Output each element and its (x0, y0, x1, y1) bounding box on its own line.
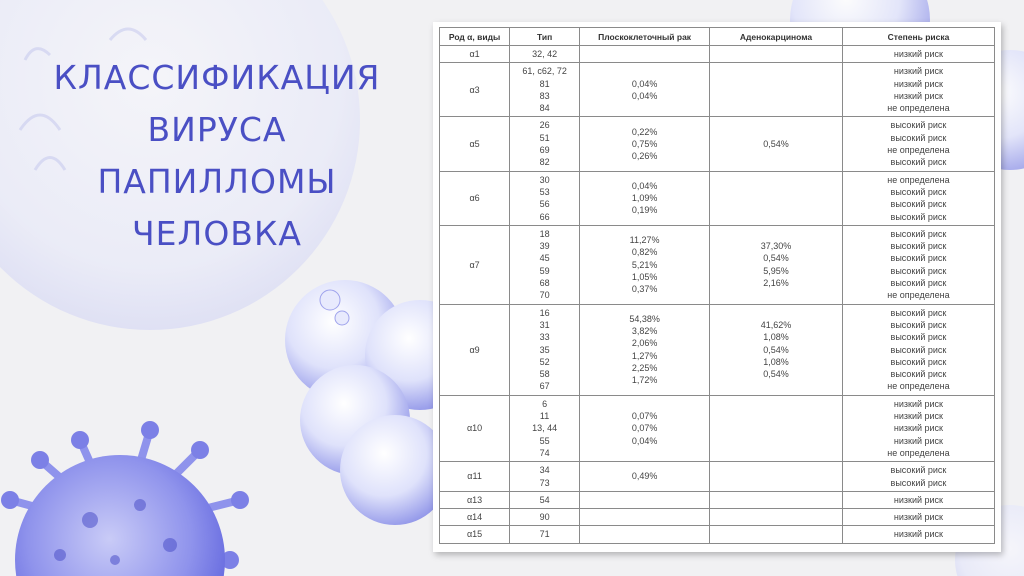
cell-line: не определена (887, 103, 950, 114)
cell-line: низкий риск (893, 435, 943, 446)
cell-line: высокий риск (890, 369, 947, 380)
cell-line: 84 (539, 103, 550, 114)
cell-line: 82 (539, 157, 550, 168)
type-cell (510, 171, 580, 225)
type-cell (510, 117, 580, 171)
cell-line: 1,05% (631, 271, 658, 282)
adeno-cell (710, 491, 843, 508)
cell-line: 90 (539, 512, 550, 523)
table-row (440, 462, 995, 492)
header-type: Тип (510, 28, 580, 46)
adeno-cell (710, 225, 843, 304)
cell-line: высокий риск (890, 253, 947, 264)
header-adeno: Аденокарцинома (710, 28, 843, 46)
genus-cell: α11 (440, 462, 510, 492)
cell-line (580, 102, 709, 114)
type-cell (510, 491, 580, 508)
cell-line: не определена (887, 145, 950, 156)
cell-line: 5,95% (763, 265, 789, 276)
title-line: ЧЕЛОВКА (132, 214, 302, 253)
cell-line: высокий риск (890, 344, 947, 355)
cell-line: 52 (539, 356, 550, 367)
cell-line: 70 (539, 290, 550, 301)
adeno-cell (710, 46, 843, 63)
risk-cell (842, 63, 994, 117)
cell-line: 35 (539, 344, 550, 355)
table-row (440, 63, 995, 117)
header-squamous: Плоскоклеточный рак (580, 28, 710, 46)
cell-line: высокий риск (890, 356, 947, 367)
type-cell (510, 63, 580, 117)
squamous-cell (580, 117, 710, 171)
cell-line: высокий риск (890, 211, 947, 222)
cell-line: не определена (887, 174, 950, 185)
genus-cell: α7 (440, 225, 510, 304)
squamous-cell (580, 462, 710, 492)
cell-line: 0,54% (763, 138, 789, 149)
risk-cell (842, 117, 994, 171)
hpv-classification-table-image (433, 22, 1001, 552)
type-cell (510, 509, 580, 526)
genus-cell: α3 (440, 63, 510, 117)
risk-cell (842, 46, 994, 63)
cell-line: 16 (539, 307, 550, 318)
cell-line: 0,75% (631, 138, 658, 149)
table-row (440, 509, 995, 526)
table-row (440, 395, 995, 462)
risk-cell (842, 526, 994, 543)
cell-line: 0,54% (763, 253, 789, 264)
adeno-cell (710, 63, 843, 117)
squamous-cell (580, 171, 710, 225)
cell-line: 51 (539, 132, 550, 143)
cell-line: 0,04% (631, 78, 658, 89)
table-row (440, 491, 995, 508)
title-line: ВИРУСА (147, 110, 287, 149)
cell-line: 0,07% (631, 423, 658, 434)
cell-line: низкий риск (893, 512, 943, 523)
table-row (440, 526, 995, 543)
adeno-cell (710, 526, 843, 543)
genus-cell: α14 (440, 509, 510, 526)
cell-line: высокий риск (890, 278, 947, 289)
squamous-cell (580, 46, 710, 63)
table-header-row (440, 28, 995, 46)
genus-cell: α5 (440, 117, 510, 171)
adeno-cell (710, 117, 843, 171)
cell-line: 71 (539, 529, 550, 540)
cell-line: 1,72% (631, 375, 658, 386)
cell-line: 81 (539, 78, 550, 89)
adeno-cell (710, 171, 843, 225)
cell-line: высокий риск (890, 265, 947, 276)
genus-cell: α15 (440, 526, 510, 543)
cell-line: 0,04% (631, 435, 658, 446)
cell-line: 3,82% (631, 326, 658, 337)
cell-line: низкий риск (893, 411, 943, 422)
cell-line: низкий риск (893, 49, 943, 59)
cell-line: 55 (539, 435, 550, 446)
genus-cell: α1 (440, 46, 510, 63)
type-cell (510, 462, 580, 492)
risk-cell (842, 509, 994, 526)
cell-line: 37,30% (760, 241, 792, 252)
risk-cell (842, 304, 994, 395)
risk-cell (842, 491, 994, 508)
cell-line: высокий риск (890, 307, 947, 318)
cell-line: 2,06% (631, 338, 658, 349)
squamous-cell (580, 395, 710, 462)
cell-line: высокий риск (890, 199, 947, 210)
risk-cell (842, 171, 994, 225)
cell-line: высокий риск (890, 477, 947, 488)
cell-line: 54,38% (629, 313, 660, 324)
cell-line: низкий риск (893, 529, 943, 540)
table-body (440, 46, 995, 544)
adeno-cell (710, 509, 843, 526)
cell-line: 66 (539, 211, 550, 222)
cell-line: 18 (539, 228, 550, 239)
cell-line: 0,54% (763, 344, 789, 355)
cell-line: 68 (539, 278, 550, 289)
cell-line: не определена (887, 290, 950, 301)
cell-line: высокий риск (890, 132, 947, 143)
cell-line: низкий риск (893, 90, 943, 101)
cell-line: 0,22% (631, 126, 658, 137)
cell-line: высокий риск (890, 120, 947, 131)
table-row (440, 225, 995, 304)
virus-illustration (1, 421, 249, 576)
cell-line: 0,04% (631, 90, 658, 101)
title-line: ПАПИЛЛОМЫ (97, 162, 337, 201)
cell-line: низкий риск (893, 398, 943, 409)
cell-line: 0,49% (631, 471, 658, 482)
cell-line: 0,54% (763, 369, 789, 380)
table-row (440, 304, 995, 395)
cell-line: 56 (539, 199, 550, 210)
table-row (440, 171, 995, 225)
cell-line: не определена (887, 447, 950, 458)
cell-line: 1,09% (631, 193, 658, 204)
squamous-cell (580, 491, 710, 508)
type-cell (510, 46, 580, 63)
adeno-cell (710, 395, 843, 462)
cell-line: высокий риск (890, 241, 947, 252)
cell-line: 26 (539, 120, 550, 131)
slide-title (22, 52, 412, 260)
cell-line: 61, с62, 72 (522, 66, 567, 77)
cell-line: 39 (539, 241, 550, 252)
adeno-cell (710, 462, 843, 492)
cell-line: высокий риск (890, 186, 947, 197)
genus-cell: α9 (440, 304, 510, 395)
cell-line: 33 (539, 332, 550, 343)
cell-line: низкий риск (893, 494, 943, 505)
table-row (440, 46, 995, 63)
type-cell (510, 304, 580, 395)
squamous-cell (580, 509, 710, 526)
header-genus: Род α, виды (440, 28, 510, 46)
cell-line: низкий риск (893, 66, 943, 77)
risk-cell (842, 395, 994, 462)
cell-line: 67 (539, 381, 550, 392)
cell-line: высокий риск (890, 157, 947, 168)
cell-line: 0,26% (631, 151, 658, 162)
cell-line: 83 (539, 90, 550, 101)
cell-line: 11,27% (629, 235, 660, 246)
cell-line: 1,08% (763, 356, 789, 367)
cell-line: 0,82% (631, 247, 658, 258)
cell-line: высокий риск (890, 332, 947, 343)
squamous-cell (580, 526, 710, 543)
cell-line: 2,16% (763, 278, 789, 289)
genus-cell: α13 (440, 491, 510, 508)
cell-line: 54 (539, 494, 550, 505)
cell-line: 41,62% (760, 319, 792, 330)
cell-line: 45 (539, 253, 550, 264)
cell-line: 59 (539, 265, 550, 276)
cell-line: 53 (539, 186, 550, 197)
cell-line: 0,37% (631, 284, 658, 295)
cell-line (580, 65, 709, 77)
cell-line: 58 (539, 369, 550, 380)
cell-shape (335, 311, 349, 325)
cell-line: 0,04% (631, 180, 658, 191)
hpv-classification-table (439, 27, 995, 544)
genus-cell: α6 (440, 171, 510, 225)
cell-shape (320, 290, 340, 310)
cell-line: 1,27% (631, 350, 658, 361)
cell-line: высокий риск (890, 319, 947, 330)
cell-line: 73 (539, 477, 550, 488)
type-cell (510, 395, 580, 462)
risk-cell (842, 225, 994, 304)
cell-line: 30 (539, 174, 550, 185)
cell-line: 32, 42 (532, 49, 558, 59)
cell-line: низкий риск (893, 423, 943, 434)
adeno-cell (710, 304, 843, 395)
cell-line: 11 (539, 411, 550, 422)
genus-cell: α10 (440, 395, 510, 462)
cell-line: 31 (539, 319, 550, 330)
cell-line: 13, 44 (532, 423, 558, 434)
squamous-cell (580, 63, 710, 117)
cell-line: низкий риск (893, 78, 943, 89)
cell-line: высокий риск (890, 228, 947, 239)
cell-line: 0,07% (631, 411, 658, 422)
header-risk: Степень риска (842, 28, 994, 46)
title-line: КЛАССИФИКАЦИЯ (53, 58, 381, 97)
risk-cell (842, 462, 994, 492)
type-cell (510, 225, 580, 304)
cell-line: 5,21% (631, 259, 658, 270)
type-cell (510, 526, 580, 543)
cell-line: 1,08% (763, 332, 789, 343)
table-row (440, 117, 995, 171)
cell-line: 6 (542, 398, 548, 409)
cell-line: 0,19% (631, 205, 658, 216)
squamous-cell (580, 304, 710, 395)
cell-line: 74 (539, 447, 550, 458)
cell-line: 2,25% (631, 363, 658, 373)
squamous-cell (580, 225, 710, 304)
cell-line: 69 (539, 145, 550, 156)
cell-line: высокий риск (890, 465, 947, 476)
cell-line: не определена (887, 381, 950, 392)
cell-line: 34 (539, 465, 550, 476)
